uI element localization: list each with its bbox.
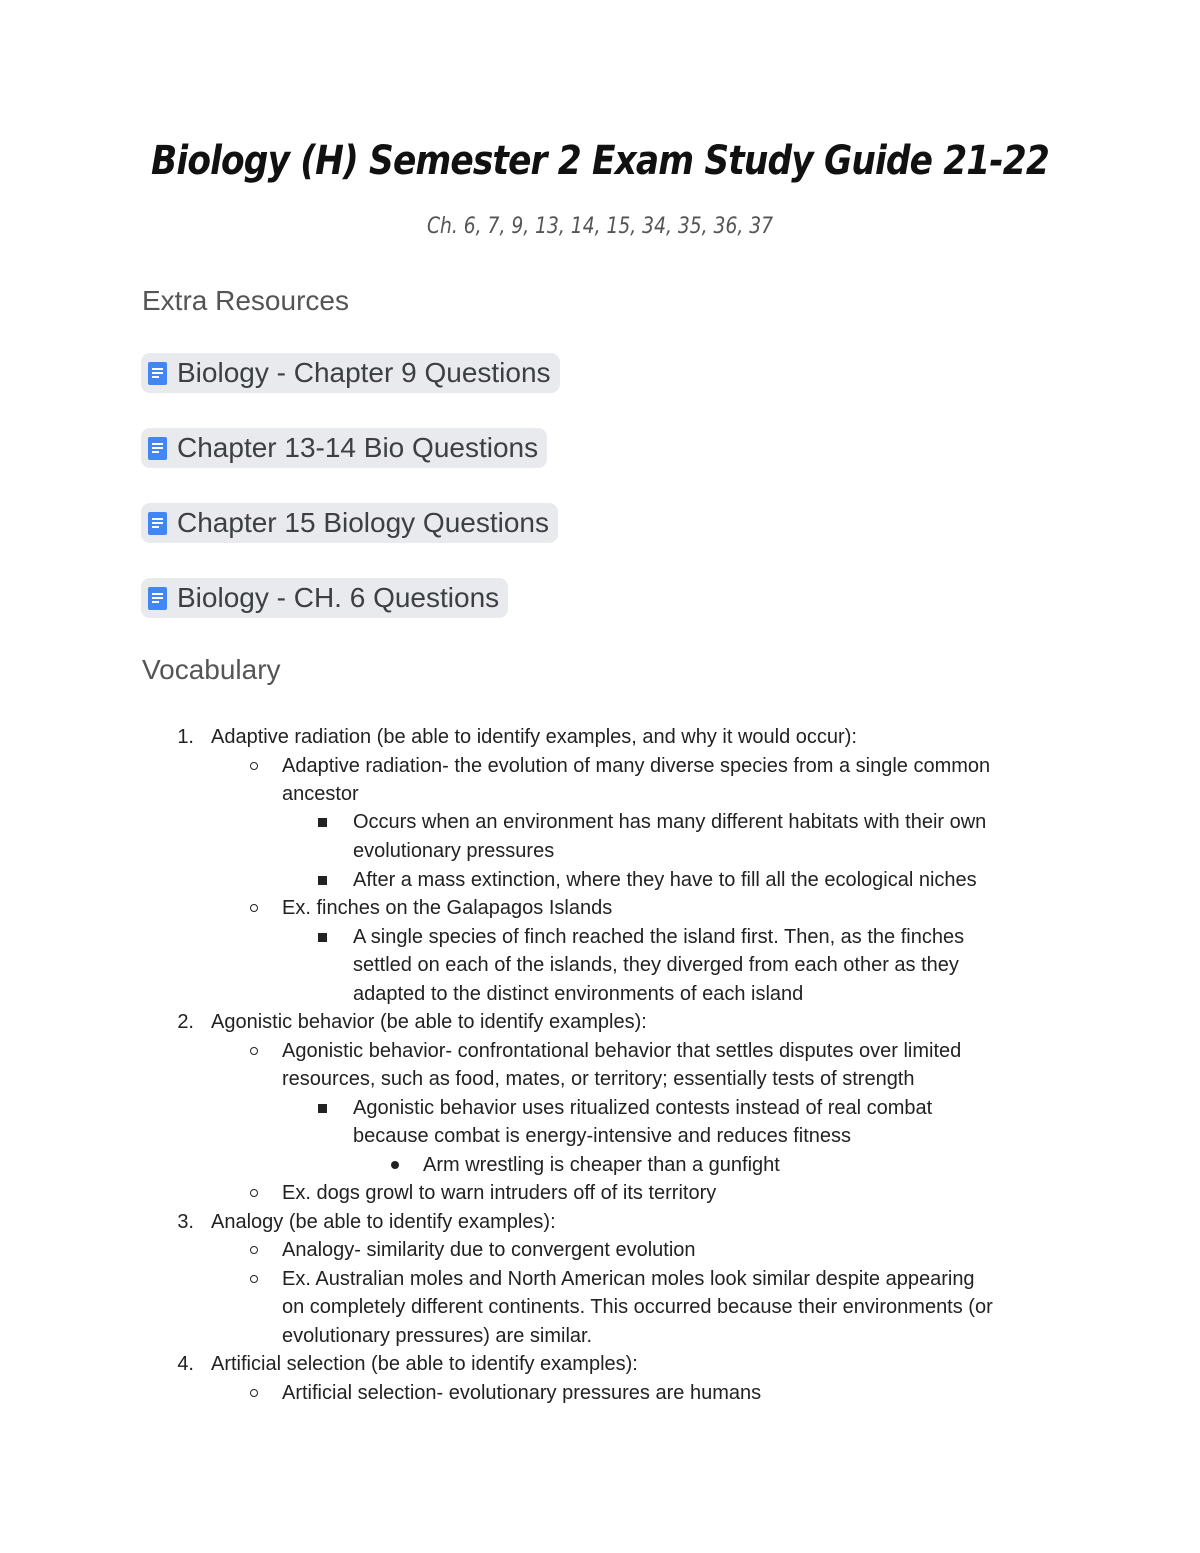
list-item: Agonistic behavior (be able to identify examples): <box>211 1011 647 1033</box>
list-item-continuation: settled on each of the islands, they diverged from each other as they <box>353 954 959 976</box>
square-bullet-icon <box>318 1104 327 1113</box>
hollow-bullet-icon <box>250 1275 258 1283</box>
google-docs-icon <box>148 587 167 610</box>
list-item: Occurs when an environment has many different habitats with their own <box>353 811 987 833</box>
google-docs-icon <box>148 437 167 460</box>
list-item-continuation: evolutionary pressures) are similar. <box>282 1325 593 1347</box>
list-number: 1. <box>177 726 194 748</box>
list-item-continuation: ancestor <box>282 783 359 805</box>
list-item-continuation: adapted to the distinct environments of each island <box>353 983 804 1005</box>
resource-link-label: Chapter 13-14 Bio Questions <box>177 432 539 463</box>
list-item: Artificial selection- evolutionary pressures are humans <box>282 1382 762 1404</box>
document-subtitle: Ch. 6, 7, 9, 13, 14, 15, 34, 35, 36, 37 <box>426 214 774 239</box>
hollow-bullet-icon <box>250 1246 258 1254</box>
hollow-bullet-icon <box>250 762 258 770</box>
list-item: Analogy- similarity due to convergent evolution <box>282 1239 696 1261</box>
list-number: 4. <box>177 1353 194 1375</box>
list-item: Ex. finches on the Galapagos Islands <box>282 897 613 919</box>
list-item-continuation: on completely different continents. This occurred because their environments (or <box>282 1296 993 1318</box>
resource-link-label: Chapter 15 Biology Questions <box>177 507 549 538</box>
document-title: Biology (H) Semester 2 Exam Study Guide 21-22 <box>151 138 1049 184</box>
resource-link-chapter-13-14[interactable] <box>141 428 547 468</box>
list-item: Analogy (be able to identify examples): <box>211 1211 556 1233</box>
list-number: 2. <box>177 1011 194 1033</box>
resource-link-label: Biology - CH. 6 Questions <box>177 582 500 613</box>
resource-link-label: Biology - Chapter 9 Questions <box>177 357 551 388</box>
google-docs-icon <box>148 512 167 535</box>
resource-link-chapter-9[interactable] <box>141 353 560 393</box>
square-bullet-icon <box>318 933 327 942</box>
list-item: A single species of finch reached the island first. Then, as the finches <box>353 926 965 948</box>
resource-link-chapter-15[interactable] <box>141 503 558 543</box>
list-item: Agonistic behavior uses ritualized contests instead of real combat <box>353 1097 933 1119</box>
list-item-continuation: resources, such as food, mates, or territory; essentially tests of strength <box>282 1068 915 1090</box>
filled-bullet-icon <box>391 1161 399 1169</box>
hollow-bullet-icon <box>250 904 258 912</box>
list-item: Arm wrestling is cheaper than a gunfight <box>423 1154 780 1176</box>
list-item: Agonistic behavior- confrontational behavior that settles disputes over limited <box>282 1040 962 1062</box>
list-item-continuation: because combat is energy-intensive and reduces fitness <box>353 1125 852 1147</box>
resource-link-chapter-6[interactable] <box>141 578 508 618</box>
google-docs-icon <box>148 362 167 385</box>
hollow-bullet-icon <box>250 1047 258 1055</box>
list-item: Ex. Australian moles and North American moles look similar despite appearing <box>282 1268 975 1290</box>
hollow-bullet-icon <box>250 1389 258 1397</box>
list-item: Ex. dogs growl to warn intruders off of its territory <box>282 1182 717 1204</box>
extra-resources-heading: Extra Resources <box>142 285 349 316</box>
list-number: 3. <box>177 1211 194 1233</box>
list-item-continuation: evolutionary pressures <box>353 840 555 862</box>
vocabulary-heading: Vocabulary <box>142 654 281 685</box>
square-bullet-icon <box>318 876 327 885</box>
list-item: Artificial selection (be able to identify examples): <box>211 1353 638 1375</box>
hollow-bullet-icon <box>250 1189 258 1197</box>
square-bullet-icon <box>318 818 327 827</box>
list-item: Adaptive radiation (be able to identify examples, and why it would occur): <box>211 726 857 748</box>
list-item: Adaptive radiation- the evolution of many diverse species from a single common <box>282 755 991 777</box>
list-item: After a mass extinction, where they have to fill all the ecological niches <box>353 869 977 891</box>
